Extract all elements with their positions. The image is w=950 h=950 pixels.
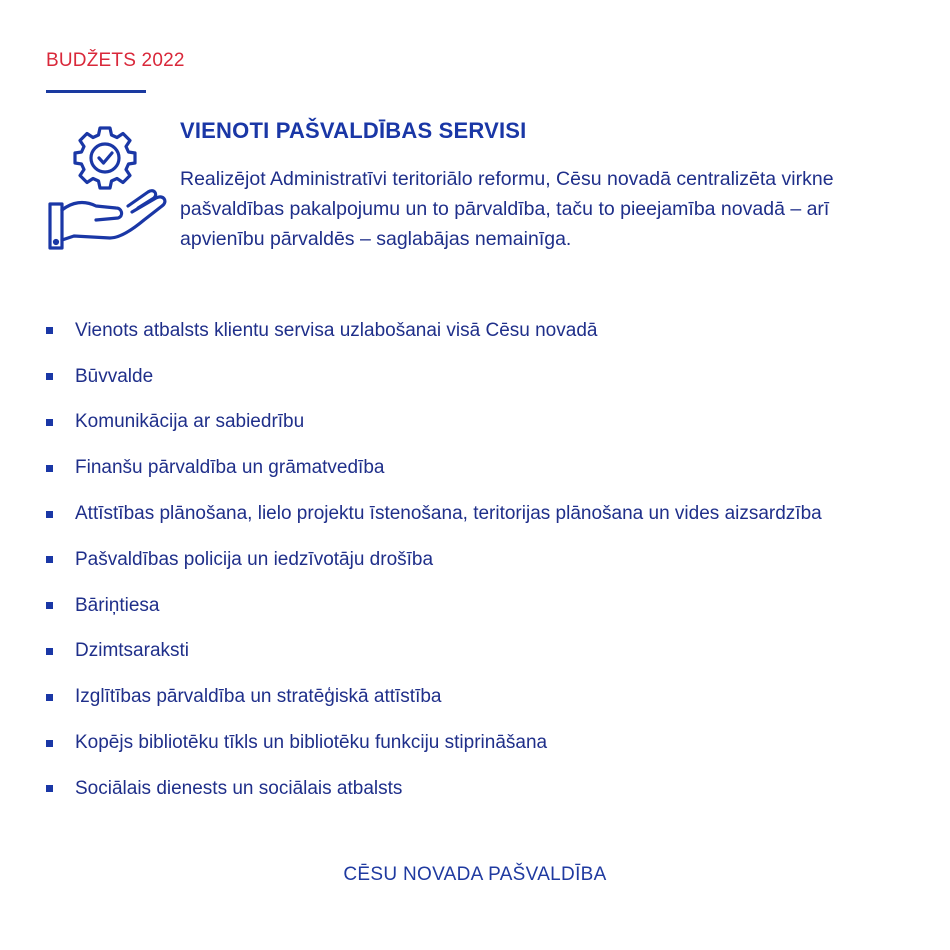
list-item <box>46 400 926 446</box>
list-item <box>46 583 926 629</box>
list-item-text: Bāriņtiesa <box>75 594 160 616</box>
list-item <box>46 445 926 491</box>
kicker-label: BUDŽETS 2022 <box>46 50 185 71</box>
bullet-square-icon <box>46 373 53 380</box>
list-item <box>46 720 926 766</box>
section-intro: Realizējot Administratīvi teritoriālo reformu, Cēsu novadā centralizēta virkne pašvaldības pakalpojumu un to pārvaldība, taču to pieejamība novadā – arī apvienību pārvaldēs – saglabājas nemainīga. <box>180 168 834 250</box>
list-item <box>46 308 926 354</box>
list-item <box>46 766 926 812</box>
list-item-text: Dzimtsaraksti <box>75 640 190 662</box>
bullet-square-icon <box>46 465 53 472</box>
bullet-square-icon <box>46 785 53 792</box>
list-item <box>46 629 926 675</box>
list-item <box>46 491 926 537</box>
bullet-square-icon <box>46 740 53 747</box>
bullet-square-icon <box>46 511 53 518</box>
list-item-text: Komunikācija ar sabiedrību <box>75 411 305 433</box>
bullet-square-icon <box>46 694 53 701</box>
list-item-text: Vienots atbalsts klientu servisa uzlabošanai visā Cēsu novadā <box>75 319 598 341</box>
list-item-text: Finanšu pārvaldība un grāmatvedība <box>75 457 385 479</box>
list-item <box>46 537 926 583</box>
list-item <box>46 354 926 400</box>
list-item-text: Būvvalde <box>75 365 154 387</box>
bullet-square-icon <box>46 602 53 609</box>
list-item-text: Sociālais dienests un sociālais atbalsts <box>75 777 403 799</box>
gear-on-hand-icon <box>40 118 170 258</box>
bullet-square-icon <box>46 327 53 334</box>
bullet-square-icon <box>46 419 53 426</box>
list-item-text: Izglītības pārvaldība un stratēģiskā attīstība <box>75 686 442 708</box>
footer-organization: CĒSU NOVADA PAŠVALDĪBA <box>343 864 607 885</box>
section-title: VIENOTI PAŠVALDĪBAS SERVISI <box>180 118 527 143</box>
bullet-square-icon <box>46 648 53 655</box>
bullet-square-icon <box>46 556 53 563</box>
list-item <box>46 674 926 720</box>
list-item-text: Pašvaldības policija un iedzīvotāju drošība <box>75 548 434 570</box>
list-item-text: Attīstības plānošana, lielo projektu īstenošana, teritorijas plānošana un vides aizsardzība <box>75 503 822 525</box>
header-divider <box>46 90 146 93</box>
list-item-text: Kopējs bibliotēku tīkls un bibliotēku funkciju stiprināšana <box>75 732 548 754</box>
services-list <box>46 308 926 812</box>
